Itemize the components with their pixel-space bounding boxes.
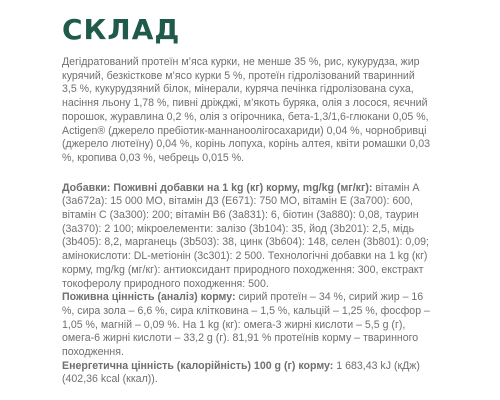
nutrition-text: сирий протеїн – 34 %, сирий жир – 16 %, сира зола – 6,6 %, сира клітковина – 1,5 %, кальцій – 1,25 %, фосфор – 1,05 %, магній – 0,09 %. На 1 kg (кг): омега-3 жирні кислоти – 5,5 g (г), омега-6 жирні кислоти – 33,2 g (г). 81,91 % протеїнів корму – тваринного походження. — [62, 291, 430, 359]
page-title: СКЛАД — [62, 13, 181, 46]
nutrition-label: Поживна цінність (аналіз) корму: — [62, 291, 236, 304]
additives-label: Добавки: Поживні добавки на 1 kg (кг) корму, mg/kg (мг/кг): — [62, 181, 373, 194]
composition-text: Дегідратований протеїн м’яса курки, не менше 35 %, рис, кукурудза, жир курячий, безкісткове м’ясо курки 5 %, протеїн гідролізований тваринний 3,5 %, кукурудзяний білок, мінерали, куряча печінка гідролізована суха, насіння льону 1,78 %, пивні дріжджі, м’якоть буряка, олія з лосося, яєчний порошок, журавлина 0,2 %, олія з огірочника, бета-1,3/1,6-глюкани 0,05 %, Actigen® (джерело пребіотик-маннаноолігосахариди) 0,04 %, чорнобривці (джерело лютеїну) 0,04 %, корінь лопуха, корінь алтея, квіти ромашки 0,03 %, кропива 0,03 %, чебрець 0,015 %. — [62, 56, 431, 164]
energy-label: Енергетична цінність (калорійність) 100 g (г) корму: — [62, 359, 334, 372]
energy-paragraph — [62, 360, 430, 387]
section-spacer — [62, 166, 430, 182]
additives-paragraph — [62, 182, 430, 292]
energy-text: 1 683,43 kJ (кДж) (402,36 kcal (ккал)). — [62, 359, 420, 386]
additives-text: вітамін А (3а672а): 15 000 МО, вітамін Д3 (Е671): 750 МО, вітамін Е (3а700): 600, вітамін С (3а300): 200; вітамін В6 (3а831): 6, біотин (3а880): 0,08, таурин (3а370): 2 100; мікроелементи: залізо (3b104): 35, йод (3b201): 2,5, мідь (3b405): 8,2, марганець (3b503): 38, цинк (3b604): 148, селен (3b801): 0,09; амінокислоти: DL-метіонін (3c301): 2 500. Технологічні добавки на 1 kg (кг) корму, mg/kg (мг/кг): антиоксидант природного походження: 300, екстракт токоферолу природного походження: 500. — [62, 181, 429, 290]
nutrition-paragraph — [62, 291, 430, 360]
